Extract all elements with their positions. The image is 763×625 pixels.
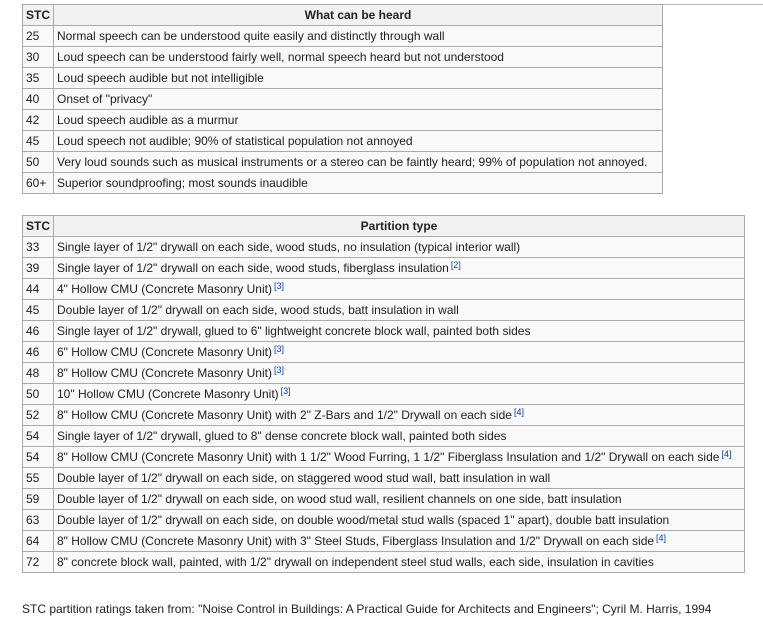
description-text: Double layer of 1/2" drywall on each side, wood studs, batt insulation in wall [57, 303, 459, 317]
description-text: 4" Hollow CMU (Concrete Masonry Unit) [57, 282, 272, 296]
stc-value-cell: 46 [23, 342, 54, 363]
description-text: Onset of "privacy" [57, 92, 153, 106]
table-row [23, 510, 745, 531]
description-text: Normal speech can be understood quite easily and distinctly through wall [57, 29, 445, 43]
citation-link[interactable]: [3] [280, 386, 291, 396]
table-row [23, 237, 745, 258]
description-text: 10" Hollow CMU (Concrete Masonry Unit) [57, 387, 279, 401]
description-text: Single layer of 1/2" drywall, glued to 6" lightweight concrete block wall, painted both sides [57, 324, 531, 338]
description-cell [54, 363, 745, 384]
description-cell [54, 47, 663, 68]
description-cell [54, 384, 745, 405]
stc-value-cell: 59 [23, 489, 54, 510]
citation-link[interactable]: [4] [513, 407, 524, 417]
stc-hearing-table [22, 4, 663, 194]
table-row [23, 321, 745, 342]
stc-value-cell: 35 [23, 68, 54, 89]
description-text: Single layer of 1/2" drywall on each side, wood studs, no insulation (typical interior wall) [57, 240, 521, 254]
table-row [23, 152, 663, 173]
stc-value-cell: 33 [23, 237, 54, 258]
description-cell [54, 405, 745, 426]
stc-value-cell: 25 [23, 26, 54, 47]
description-text: Loud speech can be understood fairly well, normal speech heard but not understood [57, 50, 504, 64]
table-row [23, 363, 745, 384]
description-text: Single layer of 1/2" drywall on each side, wood studs, fiberglass insulation [57, 261, 449, 275]
source-caption: STC partition ratings taken from: "Noise Control in Buildings: A Practical Guide for Architects and Engineers"; Cyril M. Harris, 1994 [22, 602, 712, 616]
stc-column-header: STC [23, 5, 54, 26]
description-cell [54, 447, 745, 468]
description-text: Double layer of 1/2" drywall on each side, on staggered wood stud wall, batt insulation in wall [57, 471, 551, 485]
stc-value-cell: 50 [23, 152, 54, 173]
partition-column-header: Partition type [54, 216, 745, 237]
table-row [23, 552, 745, 573]
citation-link[interactable]: [2] [450, 260, 461, 270]
description-cell [54, 68, 663, 89]
description-text: 6" Hollow CMU (Concrete Masonry Unit) [57, 345, 272, 359]
stc-value-cell: 39 [23, 258, 54, 279]
table-row [23, 531, 745, 552]
table-row [23, 47, 663, 68]
description-cell [54, 131, 663, 152]
stc-value-cell: 44 [23, 279, 54, 300]
table-row [23, 258, 745, 279]
description-cell [54, 531, 745, 552]
stc-value-cell: 54 [23, 426, 54, 447]
description-text: Loud speech audible as a murmur [57, 113, 239, 127]
table-header-row [23, 216, 745, 237]
description-cell [54, 342, 745, 363]
stc-value-cell: 45 [23, 131, 54, 152]
description-cell [54, 468, 745, 489]
table-header-row [23, 5, 663, 26]
stc-value-cell: 45 [23, 300, 54, 321]
description-cell [54, 258, 745, 279]
stc-value-cell: 42 [23, 110, 54, 131]
stc-partition-table [22, 215, 745, 573]
citation-link[interactable]: [3] [273, 344, 284, 354]
description-cell [54, 110, 663, 131]
table-row [23, 300, 745, 321]
stc-value-cell: 40 [23, 89, 54, 110]
table-row [23, 426, 745, 447]
stc-value-cell: 48 [23, 363, 54, 384]
table-row [23, 447, 745, 468]
citation-link[interactable]: [4] [656, 533, 667, 543]
description-text: Single layer of 1/2" drywall, glued to 8" dense concrete block wall, painted both sides [57, 429, 507, 443]
description-cell [54, 489, 745, 510]
description-cell [54, 152, 663, 173]
citation-link[interactable]: [4] [721, 449, 732, 459]
description-cell [54, 173, 663, 194]
stc-value-cell: 72 [23, 552, 54, 573]
table-row [23, 173, 663, 194]
table-row [23, 405, 745, 426]
table-row [23, 279, 745, 300]
description-text: 8" Hollow CMU (Concrete Masonry Unit) with 1 1/2" Wood Furring, 1 1/2" Fiberglass Insulation and 1/2" Drywall on each side [57, 450, 720, 464]
citation-link[interactable]: [3] [273, 281, 284, 291]
description-cell [54, 237, 745, 258]
description-text: Double layer of 1/2" drywall on each side, on double wood/metal stud walls (spaced 1" apart), double batt insulation [57, 513, 670, 527]
description-text: Superior soundproofing; most sounds inaudible [57, 176, 308, 190]
table-row [23, 26, 663, 47]
description-text: 8" concrete block wall, painted, with 1/2" drywall on independent steel stud walls, each side, insulation in cavities [57, 555, 654, 569]
table-row [23, 384, 745, 405]
table-row [23, 489, 745, 510]
description-cell [54, 300, 745, 321]
stc-value-cell: 46 [23, 321, 54, 342]
description-cell [54, 26, 663, 47]
table-row [23, 68, 663, 89]
table-row [23, 342, 745, 363]
description-cell [54, 552, 745, 573]
description-cell [54, 510, 745, 531]
description-text: Loud speech not audible; 90% of statistical population not annoyed [57, 134, 413, 148]
hearing-column-header: What can be heard [54, 5, 663, 26]
table-row [23, 131, 663, 152]
description-cell [54, 89, 663, 110]
stc-value-cell: 55 [23, 468, 54, 489]
table-row [23, 468, 745, 489]
description-cell [54, 321, 745, 342]
description-text: Loud speech audible but not intelligible [57, 71, 264, 85]
stc-value-cell: 52 [23, 405, 54, 426]
description-cell [54, 426, 745, 447]
stc-value-cell: 30 [23, 47, 54, 68]
stc-value-cell: 50 [23, 384, 54, 405]
stc-value-cell: 63 [23, 510, 54, 531]
stc-column-header: STC [23, 216, 54, 237]
stc-value-cell: 64 [23, 531, 54, 552]
stc-value-cell: 54 [23, 447, 54, 468]
description-text: 8" Hollow CMU (Concrete Masonry Unit) with 3" Steel Studs, Fiberglass Insulation and 1/2" Drywall on each side [57, 534, 655, 548]
description-text: Double layer of 1/2" drywall on each side, on wood stud wall, resilient channels on one side, batt insulation [57, 492, 622, 506]
citation-link[interactable]: [3] [273, 365, 284, 375]
table-row [23, 110, 663, 131]
description-text: 8" Hollow CMU (Concrete Masonry Unit) [57, 366, 272, 380]
description-cell [54, 279, 745, 300]
description-text: Very loud sounds such as musical instruments or a stereo can be faintly heard; 99% of population not annoyed. [57, 155, 648, 169]
stc-value-cell: 60+ [23, 173, 54, 194]
table-row [23, 89, 663, 110]
description-text: 8" Hollow CMU (Concrete Masonry Unit) with 2" Z-Bars and 1/2" Drywall on each side [57, 408, 512, 422]
top-rule [662, 4, 763, 5]
